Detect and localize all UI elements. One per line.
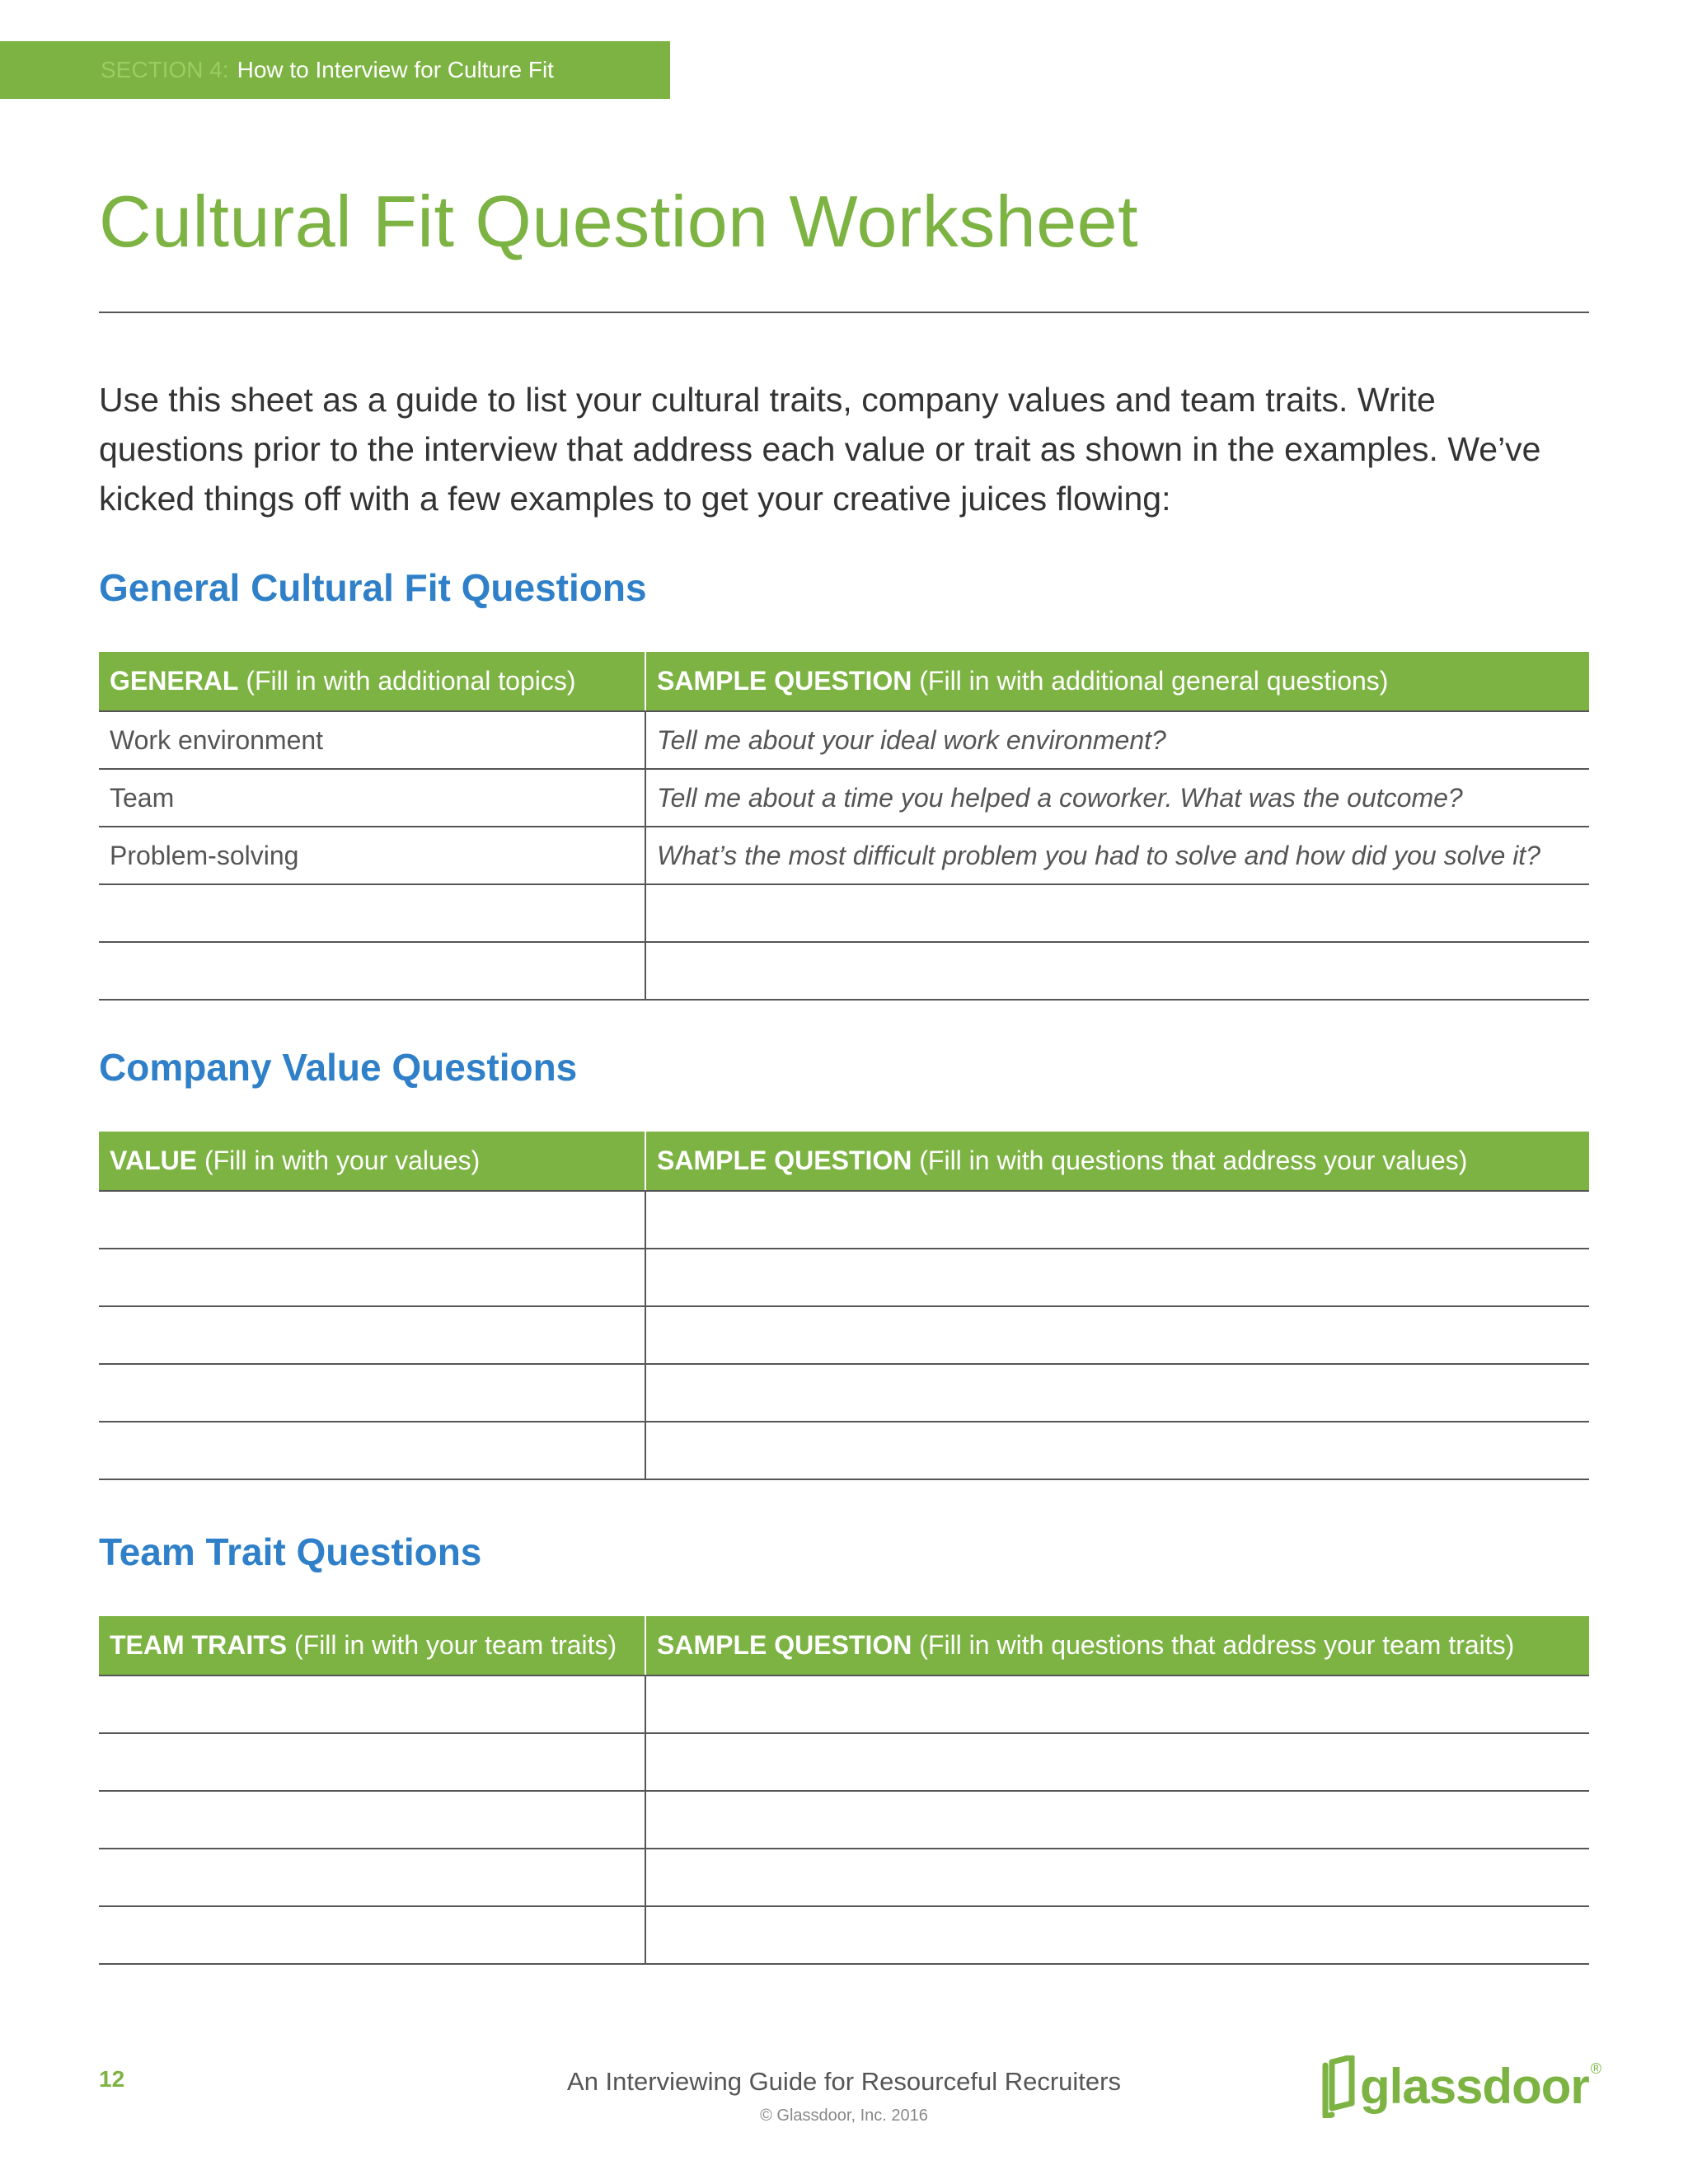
table-row xyxy=(99,1791,1589,1849)
question-cell[interactable] xyxy=(645,1191,1589,1249)
table-row xyxy=(99,942,1589,1000)
question-cell[interactable] xyxy=(645,1849,1589,1906)
table-row xyxy=(99,1675,1589,1733)
page-number: 12 xyxy=(99,2066,125,2092)
topic-cell[interactable] xyxy=(99,884,645,942)
question-cell[interactable] xyxy=(645,1249,1589,1306)
trait-cell[interactable] xyxy=(99,1849,645,1906)
question-cell[interactable] xyxy=(645,942,1589,1000)
header-bold: TEAM TRAITS xyxy=(110,1630,288,1660)
header-note: (Fill in with your team traits) xyxy=(287,1630,617,1660)
table-row xyxy=(99,1306,1589,1364)
question-cell[interactable] xyxy=(645,1422,1589,1479)
logo-text: glassdoor xyxy=(1360,2059,1589,2114)
team-traits-column-header xyxy=(99,1616,645,1675)
question-cell[interactable] xyxy=(645,884,1589,942)
table-header-row xyxy=(99,1616,1589,1675)
topic-cell[interactable]: Problem-solving xyxy=(99,827,645,884)
question-cell[interactable] xyxy=(645,1733,1589,1791)
question-cell[interactable]: Tell me about your ideal work environment? xyxy=(645,711,1589,769)
company-section-heading: Company Value Questions xyxy=(99,1046,578,1089)
header-note: (Fill in with your values) xyxy=(197,1146,481,1175)
sample-question-column-header xyxy=(645,652,1589,711)
team-traits-table xyxy=(99,1616,1589,1965)
page-title: Cultural Fit Question Worksheet xyxy=(99,180,1139,262)
header-bold: GENERAL xyxy=(110,666,239,696)
sample-question-column-header xyxy=(645,1616,1589,1675)
general-section-heading: General Cultural Fit Questions xyxy=(99,566,647,609)
trait-cell[interactable] xyxy=(99,1733,645,1791)
header-note: (Fill in with additional general questions) xyxy=(912,666,1389,696)
question-cell[interactable] xyxy=(645,1791,1589,1849)
header-bold: SAMPLE QUESTION xyxy=(657,1630,912,1660)
table-row xyxy=(99,1191,1589,1249)
question-cell[interactable] xyxy=(645,1306,1589,1364)
section-title: How to Interview for Culture Fit xyxy=(237,57,554,82)
header-note: (Fill in with questions that address your team traits) xyxy=(912,1630,1515,1660)
trait-cell[interactable] xyxy=(99,1791,645,1849)
table-header-row xyxy=(99,1132,1589,1191)
table-header-row xyxy=(99,652,1589,711)
table-row xyxy=(99,1249,1589,1306)
footer-guide-title: An Interviewing Guide for Resourceful Recruiters xyxy=(567,2067,1121,2096)
question-cell[interactable] xyxy=(645,1364,1589,1422)
intro-paragraph: Use this sheet as a guide to list your cultural traits, company values and team traits. Write questions prior to the interview that address each value or trait as shown in the examples. We’ve kicked things off with a few examples to get your creative juices flowing: xyxy=(99,381,1541,518)
question-cell[interactable] xyxy=(645,1906,1589,1964)
value-cell[interactable] xyxy=(99,1364,645,1422)
trait-cell[interactable] xyxy=(99,1906,645,1964)
table-row xyxy=(99,827,1589,884)
value-cell[interactable] xyxy=(99,1422,645,1479)
topic-cell[interactable]: Team xyxy=(99,769,645,827)
glassdoor-logo xyxy=(1322,2055,1601,2118)
table-row xyxy=(99,1906,1589,1964)
sample-question-column-header xyxy=(645,1132,1589,1191)
header-bold: VALUE xyxy=(110,1146,198,1175)
header-note: (Fill in with additional topics) xyxy=(238,666,576,696)
general-column-header xyxy=(99,652,645,711)
footer-copyright: © Glassdoor, Inc. 2016 xyxy=(760,2107,928,2125)
section-label: SECTION 4: xyxy=(101,57,229,82)
table-row xyxy=(99,1733,1589,1791)
table-row xyxy=(99,884,1589,942)
header-note: (Fill in with questions that address your values) xyxy=(912,1146,1468,1175)
title-divider xyxy=(99,312,1589,313)
value-cell[interactable] xyxy=(99,1306,645,1364)
value-cell[interactable] xyxy=(99,1191,645,1249)
section-banner xyxy=(0,41,670,99)
question-cell[interactable]: What’s the most difficult problem you had to solve and how did you solve it? xyxy=(645,827,1589,884)
topic-cell[interactable] xyxy=(99,942,645,1000)
value-column-header xyxy=(99,1132,645,1191)
value-cell[interactable] xyxy=(99,1249,645,1306)
glassdoor-door-icon xyxy=(1322,2055,1355,2118)
table-row xyxy=(99,1364,1589,1422)
topic-cell[interactable]: Work environment xyxy=(99,711,645,769)
question-cell[interactable] xyxy=(645,1675,1589,1733)
question-cell[interactable]: Tell me about a time you helped a coworker. What was the outcome? xyxy=(645,769,1589,827)
general-questions-table xyxy=(99,652,1589,1001)
table-row xyxy=(99,1849,1589,1906)
table-row xyxy=(99,1422,1589,1479)
header-bold: SAMPLE QUESTION xyxy=(657,666,912,696)
registered-mark: ® xyxy=(1590,2060,1601,2077)
team-section-heading: Team Trait Questions xyxy=(99,1530,482,1573)
trait-cell[interactable] xyxy=(99,1675,645,1733)
header-bold: SAMPLE QUESTION xyxy=(657,1146,912,1175)
table-row xyxy=(99,711,1589,769)
table-row xyxy=(99,769,1589,827)
company-values-table xyxy=(99,1132,1589,1480)
